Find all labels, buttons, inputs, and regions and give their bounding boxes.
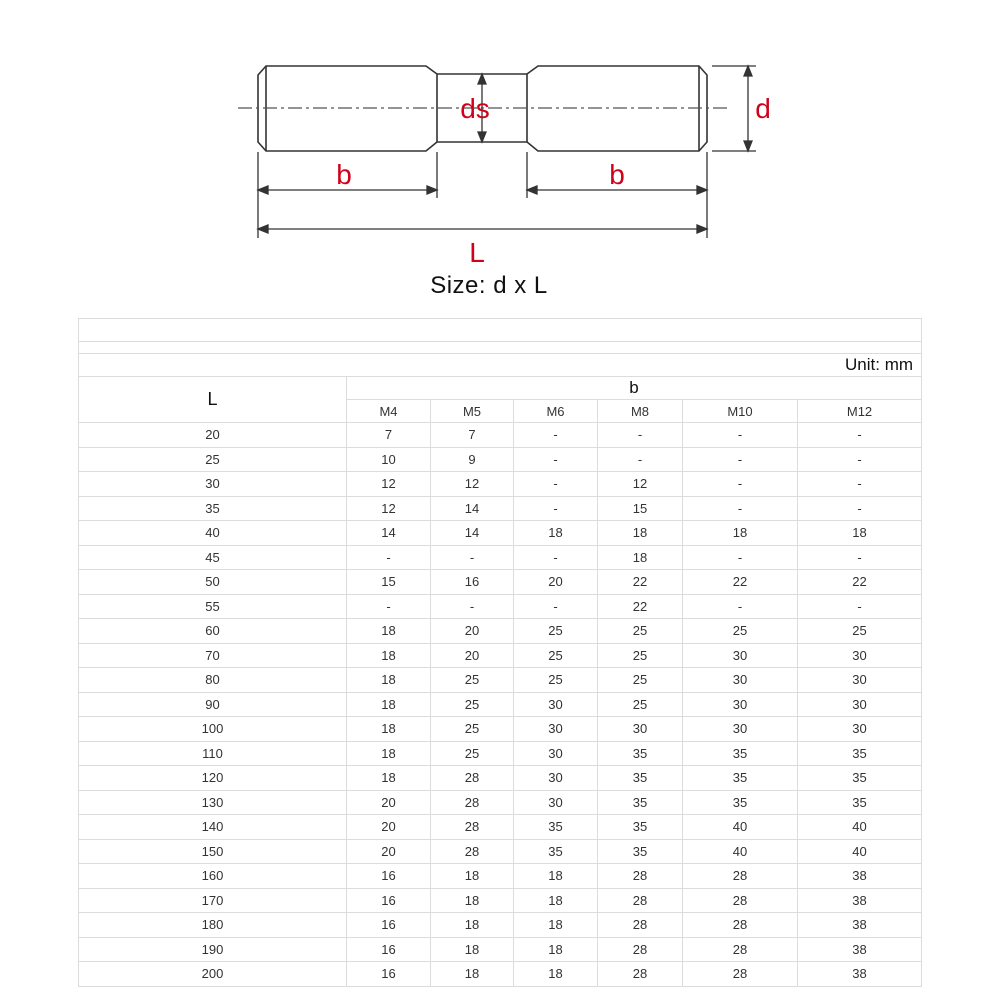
- b-value-cell: 25: [431, 741, 514, 766]
- b-value-cell: 35: [798, 766, 922, 791]
- b-value-cell: 14: [431, 496, 514, 521]
- b-value-cell: -: [514, 447, 598, 472]
- b-value-cell: 20: [347, 815, 431, 840]
- b-value-cell: -: [798, 496, 922, 521]
- length-cell: 170: [79, 888, 347, 913]
- length-cell: 45: [79, 545, 347, 570]
- b-value-cell: 30: [798, 668, 922, 693]
- blank-row: [79, 342, 922, 354]
- length-cell: 120: [79, 766, 347, 791]
- b-value-cell: 28: [683, 864, 798, 889]
- b-value-cell: -: [431, 545, 514, 570]
- b-value-cell: 35: [598, 815, 683, 840]
- b-value-cell: 18: [347, 619, 431, 644]
- table-row: [79, 668, 922, 693]
- table-row: [79, 766, 922, 791]
- b-value-cell: 12: [598, 472, 683, 497]
- b-value-cell: 18: [431, 888, 514, 913]
- b-value-cell: 28: [683, 962, 798, 987]
- label-d: d: [755, 93, 771, 124]
- unit-row: [79, 354, 922, 377]
- table-row: [79, 619, 922, 644]
- length-cell: 110: [79, 741, 347, 766]
- length-cell: 50: [79, 570, 347, 595]
- header-row-1: [79, 377, 922, 400]
- size-caption: Size: d x L: [430, 272, 548, 299]
- b-value-cell: 28: [431, 766, 514, 791]
- table-row: [79, 423, 922, 448]
- b-value-cell: 30: [683, 692, 798, 717]
- size-header-m4: M4: [347, 400, 431, 423]
- b-value-cell: 28: [431, 790, 514, 815]
- table-row: [79, 447, 922, 472]
- b-value-cell: 18: [347, 717, 431, 742]
- b-value-cell: 28: [431, 815, 514, 840]
- b-value-cell: -: [798, 447, 922, 472]
- length-cell: 70: [79, 643, 347, 668]
- b-value-cell: 35: [798, 741, 922, 766]
- b-value-cell: 18: [514, 913, 598, 938]
- b-value-cell: 35: [598, 741, 683, 766]
- size-header-m10: M10: [683, 400, 798, 423]
- b-value-cell: -: [514, 545, 598, 570]
- b-value-cell: 9: [431, 447, 514, 472]
- b-value-cell: 35: [798, 790, 922, 815]
- b-value-cell: -: [514, 594, 598, 619]
- b-value-cell: 20: [514, 570, 598, 595]
- b-value-cell: -: [347, 545, 431, 570]
- b-value-cell: 20: [431, 643, 514, 668]
- b-value-cell: 18: [598, 521, 683, 546]
- b-value-cell: 28: [598, 864, 683, 889]
- b-value-cell: 20: [431, 619, 514, 644]
- b-value-cell: 7: [431, 423, 514, 448]
- table-row: [79, 717, 922, 742]
- b-value-cell: 25: [598, 692, 683, 717]
- b-value-cell: 25: [514, 668, 598, 693]
- b-value-cell: 18: [431, 962, 514, 987]
- b-value-cell: 25: [798, 619, 922, 644]
- blank-row: [79, 319, 922, 342]
- b-value-cell: 25: [431, 717, 514, 742]
- b-value-cell: -: [683, 423, 798, 448]
- length-cell: 80: [79, 668, 347, 693]
- b-value-cell: 30: [683, 668, 798, 693]
- b-value-cell: -: [683, 545, 798, 570]
- length-cell: 180: [79, 913, 347, 938]
- b-value-cell: -: [598, 447, 683, 472]
- b-value-cell: -: [798, 472, 922, 497]
- b-value-cell: 30: [514, 717, 598, 742]
- b-value-cell: 14: [347, 521, 431, 546]
- table-row: [79, 790, 922, 815]
- size-header-m6: M6: [514, 400, 598, 423]
- b-value-cell: -: [798, 545, 922, 570]
- b-value-cell: 18: [514, 937, 598, 962]
- b-value-cell: -: [683, 594, 798, 619]
- b-value-cell: 30: [514, 766, 598, 791]
- b-value-cell: 38: [798, 937, 922, 962]
- b-value-cell: 16: [347, 937, 431, 962]
- label-L: L: [469, 237, 485, 268]
- table-row: [79, 570, 922, 595]
- b-value-cell: 18: [798, 521, 922, 546]
- length-cell: 55: [79, 594, 347, 619]
- size-header-m12: M12: [798, 400, 922, 423]
- length-cell: 150: [79, 839, 347, 864]
- length-cell: 130: [79, 790, 347, 815]
- table-row: [79, 643, 922, 668]
- b-value-cell: -: [798, 423, 922, 448]
- b-value-cell: 30: [798, 692, 922, 717]
- b-value-cell: 35: [683, 766, 798, 791]
- length-cell: 25: [79, 447, 347, 472]
- b-value-cell: 12: [347, 496, 431, 521]
- b-value-cell: 28: [598, 937, 683, 962]
- b-value-cell: 25: [514, 643, 598, 668]
- length-cell: 30: [79, 472, 347, 497]
- b-value-cell: 30: [598, 717, 683, 742]
- b-value-cell: 16: [431, 570, 514, 595]
- b-value-cell: 14: [431, 521, 514, 546]
- b-value-cell: 38: [798, 864, 922, 889]
- table-row: [79, 692, 922, 717]
- b-value-cell: 18: [514, 864, 598, 889]
- b-value-cell: 22: [598, 594, 683, 619]
- b-value-cell: 20: [347, 790, 431, 815]
- size-header-m8: M8: [598, 400, 683, 423]
- b-value-cell: 38: [798, 913, 922, 938]
- b-value-cell: 18: [347, 741, 431, 766]
- b-value-cell: 28: [683, 888, 798, 913]
- b-value-cell: 16: [347, 962, 431, 987]
- b-value-cell: 16: [347, 888, 431, 913]
- b-value-cell: 28: [683, 913, 798, 938]
- b-value-cell: 25: [431, 668, 514, 693]
- b-value-cell: 25: [598, 668, 683, 693]
- length-cell: 90: [79, 692, 347, 717]
- b-value-cell: 28: [598, 888, 683, 913]
- b-value-cell: 40: [683, 815, 798, 840]
- b-value-cell: -: [798, 594, 922, 619]
- length-cell: 20: [79, 423, 347, 448]
- table-row: [79, 741, 922, 766]
- l-header: L: [79, 377, 347, 423]
- table-row: [79, 815, 922, 840]
- b-value-cell: 28: [598, 913, 683, 938]
- b-value-cell: 22: [798, 570, 922, 595]
- b-value-cell: -: [514, 496, 598, 521]
- b-value-cell: 25: [431, 692, 514, 717]
- b-value-cell: 35: [514, 815, 598, 840]
- b-value-cell: 25: [683, 619, 798, 644]
- b-value-cell: 16: [347, 913, 431, 938]
- table-row: [79, 472, 922, 497]
- stud-bolt-diagram: [0, 0, 1000, 270]
- b-value-cell: 18: [431, 937, 514, 962]
- b-value-cell: 16: [347, 864, 431, 889]
- b-value-cell: 18: [347, 668, 431, 693]
- table-row: [79, 545, 922, 570]
- b-value-cell: 12: [347, 472, 431, 497]
- spec-table: [78, 318, 922, 987]
- table-row: [79, 913, 922, 938]
- b-value-cell: 18: [347, 766, 431, 791]
- b-value-cell: 12: [431, 472, 514, 497]
- table-row: [79, 888, 922, 913]
- b-value-cell: 30: [798, 717, 922, 742]
- b-value-cell: 18: [431, 864, 514, 889]
- b-value-cell: -: [683, 496, 798, 521]
- b-value-cell: 35: [683, 790, 798, 815]
- label-b-left: b: [336, 159, 352, 190]
- table-row: [79, 496, 922, 521]
- b-value-cell: 30: [683, 717, 798, 742]
- b-value-cell: 25: [598, 643, 683, 668]
- b-value-cell: 18: [347, 643, 431, 668]
- b-value-cell: 40: [798, 815, 922, 840]
- b-value-cell: 35: [598, 839, 683, 864]
- b-value-cell: 35: [514, 839, 598, 864]
- size-header-m5: M5: [431, 400, 514, 423]
- length-cell: 190: [79, 937, 347, 962]
- b-value-cell: 20: [347, 839, 431, 864]
- b-value-cell: 35: [598, 790, 683, 815]
- b-value-cell: 35: [598, 766, 683, 791]
- b-value-cell: 30: [683, 643, 798, 668]
- table-row: [79, 864, 922, 889]
- table-row: [79, 962, 922, 987]
- b-value-cell: 35: [683, 741, 798, 766]
- b-value-cell: -: [683, 472, 798, 497]
- length-cell: 40: [79, 521, 347, 546]
- b-value-cell: -: [683, 447, 798, 472]
- label-ds: ds: [460, 93, 490, 124]
- b-value-cell: 18: [431, 913, 514, 938]
- b-value-cell: 40: [683, 839, 798, 864]
- b-value-cell: 18: [683, 521, 798, 546]
- table-row: [79, 594, 922, 619]
- b-value-cell: 28: [683, 937, 798, 962]
- b-value-cell: 15: [598, 496, 683, 521]
- b-value-cell: 22: [598, 570, 683, 595]
- length-cell: 200: [79, 962, 347, 987]
- b-value-cell: 10: [347, 447, 431, 472]
- b-value-cell: 38: [798, 888, 922, 913]
- b-value-cell: 38: [798, 962, 922, 987]
- length-cell: 100: [79, 717, 347, 742]
- b-value-cell: 18: [598, 545, 683, 570]
- b-value-cell: 18: [514, 962, 598, 987]
- table-body: [79, 319, 922, 987]
- b-value-cell: 28: [431, 839, 514, 864]
- table-row: [79, 521, 922, 546]
- b-value-cell: 30: [514, 692, 598, 717]
- b-value-cell: 18: [347, 692, 431, 717]
- table-row: [79, 937, 922, 962]
- length-cell: 160: [79, 864, 347, 889]
- b-value-cell: 25: [514, 619, 598, 644]
- b-value-cell: -: [514, 423, 598, 448]
- length-cell: 35: [79, 496, 347, 521]
- b-value-cell: -: [514, 472, 598, 497]
- length-cell: 140: [79, 815, 347, 840]
- b-value-cell: 15: [347, 570, 431, 595]
- b-value-cell: 30: [514, 790, 598, 815]
- b-value-cell: 7: [347, 423, 431, 448]
- b-value-cell: 30: [798, 643, 922, 668]
- b-value-cell: 40: [798, 839, 922, 864]
- b-value-cell: 25: [598, 619, 683, 644]
- unit-label: Unit: mm: [79, 354, 922, 377]
- b-value-cell: -: [431, 594, 514, 619]
- blank-cell: [79, 342, 922, 354]
- b-value-cell: 30: [514, 741, 598, 766]
- length-cell: 60: [79, 619, 347, 644]
- b-value-cell: 18: [514, 888, 598, 913]
- table-row: [79, 839, 922, 864]
- label-b-right: b: [609, 159, 625, 190]
- blank-cell: [79, 319, 922, 342]
- b-value-cell: 28: [598, 962, 683, 987]
- b-value-cell: 22: [683, 570, 798, 595]
- b-header: b: [347, 377, 922, 400]
- b-value-cell: -: [347, 594, 431, 619]
- b-value-cell: -: [598, 423, 683, 448]
- b-value-cell: 18: [514, 521, 598, 546]
